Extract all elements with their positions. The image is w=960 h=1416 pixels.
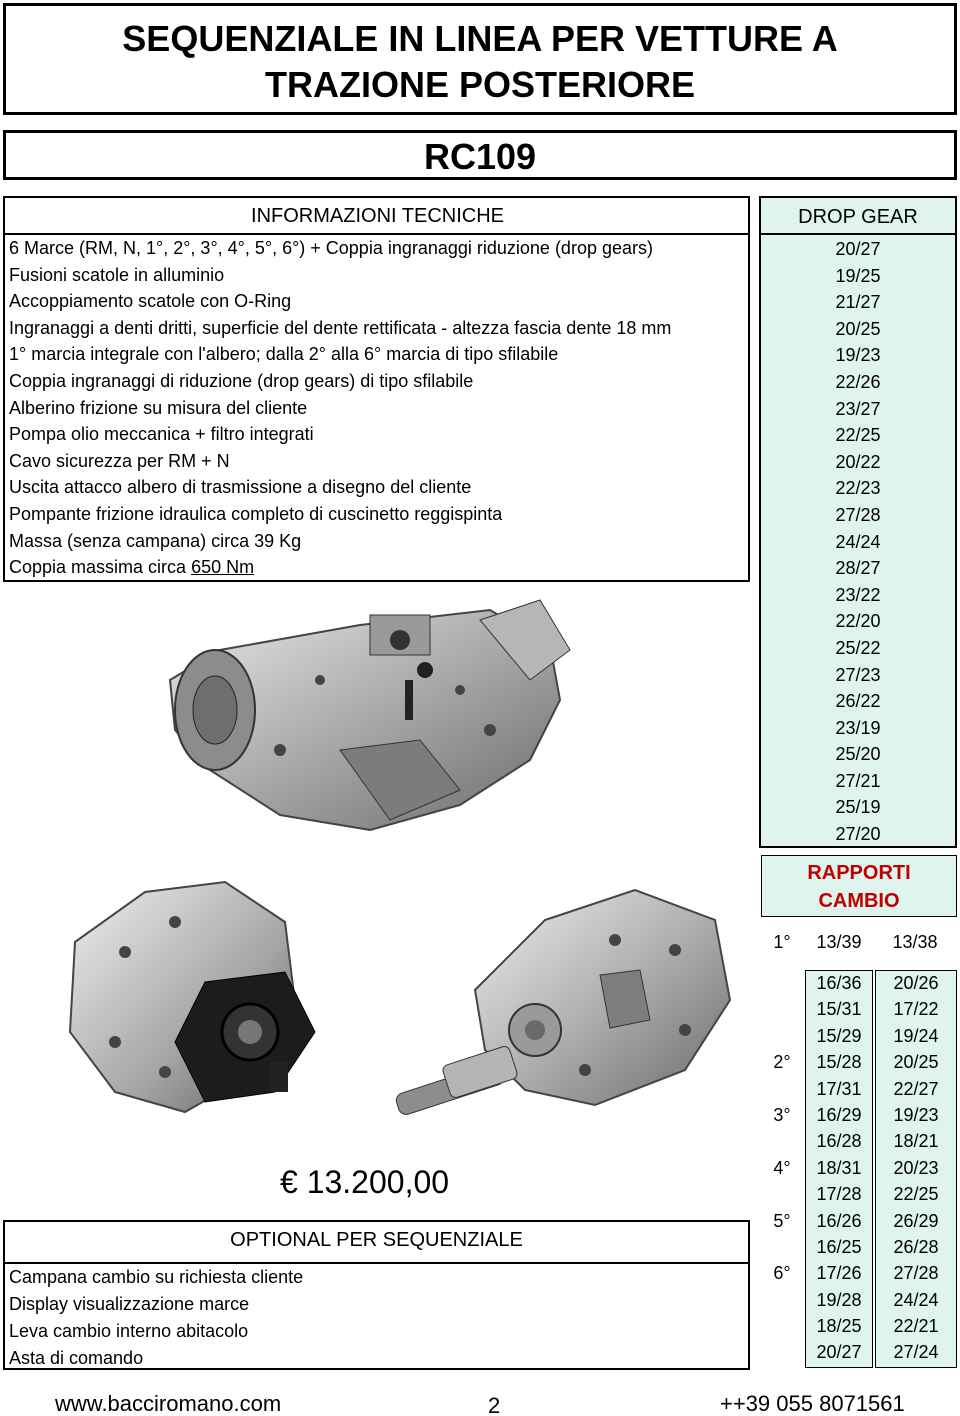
drop-gear-value: 22/26 xyxy=(835,371,881,392)
drop-gear-value: 27/23 xyxy=(835,664,881,685)
page-number: 2 xyxy=(488,1393,501,1416)
gear-ratio-a: 15/29 xyxy=(816,1025,862,1046)
technical-info-title: INFORMAZIONI TECNICHE xyxy=(251,205,504,227)
gearbox-photo-left xyxy=(55,872,335,1122)
gear-ratio-a: 16/26 xyxy=(816,1210,862,1231)
price: € 13.200,00 xyxy=(280,1164,450,1200)
technical-info-list xyxy=(5,233,750,581)
optional-list xyxy=(5,1262,748,1372)
technical-info-item: Ingranaggi a denti dritti, superficie del dente rettificata - altezza fascia dente 18 mm xyxy=(9,317,672,338)
drop-gear-value: 20/25 xyxy=(835,318,881,339)
drop-gear-value: 21/27 xyxy=(835,292,881,313)
optional-title: OPTIONAL PER SEQUENZIALE xyxy=(230,1229,523,1251)
drop-gear-value: 27/21 xyxy=(835,770,881,791)
drop-gear-value: 19/25 xyxy=(835,265,881,286)
drop-gear-value: 25/19 xyxy=(835,797,881,818)
first-gear-row xyxy=(761,928,957,956)
technical-info-item: Fusioni scatole in alluminio xyxy=(9,264,225,285)
rapporti-cambio-header xyxy=(761,855,957,917)
technical-info-item: Pompa olio meccanica + filtro integrati xyxy=(9,424,314,445)
rapporti-title-line2: CAMBIO xyxy=(818,890,900,912)
optional-item: Asta di comando xyxy=(9,1348,144,1368)
technical-info-item: 6 Marce (RM, N, 1°, 2°, 3°, 4°, 5°, 6°) + Coppia ingranaggi riduzione (drop gears) xyxy=(9,238,653,258)
gear-ratios-panel xyxy=(761,928,957,1368)
gear-ratio-a: 19/28 xyxy=(816,1289,862,1310)
drop-gear-value: 23/19 xyxy=(835,717,881,738)
technical-info-item xyxy=(5,554,750,581)
gear-ratio-b: 26/29 xyxy=(893,1210,939,1231)
gear-ratio-a: 20/27 xyxy=(816,1342,862,1363)
gear-label: 3° xyxy=(773,1104,791,1125)
drop-gear-value: 23/22 xyxy=(835,584,881,605)
gear-ratio-row xyxy=(761,1076,957,1102)
gear-label: 2° xyxy=(773,1052,791,1073)
gearbox-photo-main xyxy=(160,590,590,845)
footer-phone: ++39 055 8071561 xyxy=(720,1391,905,1416)
gear-ratio-row xyxy=(761,1260,957,1286)
gear-ratio-a: 16/28 xyxy=(816,1131,862,1152)
gear-ratio-b: 22/25 xyxy=(893,1184,939,1205)
technical-info-item: Pompante frizione idraulica completo di cuscinetto reggispinta xyxy=(9,503,503,524)
gear-label: 4° xyxy=(773,1157,791,1178)
optional-item: Display visualizzazione marce xyxy=(9,1294,250,1314)
drop-gear-value: 23/27 xyxy=(835,398,881,419)
gear-ratio-a: 17/28 xyxy=(816,1184,862,1205)
gear-ratio-row xyxy=(761,1049,957,1075)
technical-info-item: Cavo sicurezza per RM + N xyxy=(9,450,230,471)
gear-ratio-b: 22/21 xyxy=(893,1316,939,1337)
gear-ratio-b: 24/24 xyxy=(893,1289,939,1310)
drop-gear-value: 27/28 xyxy=(835,504,881,525)
drop-gear-value: 20/22 xyxy=(835,451,881,472)
technical-info-item: Coppia ingranaggi di riduzione (drop gears) di tipo sfilabile xyxy=(9,370,474,391)
technical-info-item: Accoppiamento scatole con O-Ring xyxy=(9,291,292,312)
gear-ratio-row xyxy=(761,1339,957,1365)
gear-ratio-row xyxy=(761,1181,957,1207)
gear-ratio-b: 27/28 xyxy=(893,1263,939,1284)
drop-gear-value: 26/22 xyxy=(835,691,881,712)
gear-ratio-b: 27/24 xyxy=(893,1342,939,1363)
drop-gear-value: 25/22 xyxy=(835,637,881,658)
gear-ratio-row xyxy=(761,1023,957,1049)
gearbox-photo-right xyxy=(385,880,745,1120)
model-box xyxy=(3,130,957,180)
gear-ratio-b: 19/23 xyxy=(893,1104,939,1125)
technical-info-item: Alberino frizione su misura del cliente xyxy=(9,397,308,418)
gear-ratio-b: 17/22 xyxy=(893,999,939,1020)
gear-ratio-row xyxy=(761,1102,957,1128)
gear-ratio-a: 17/26 xyxy=(816,1263,862,1284)
first-gear-label: 1° xyxy=(773,932,791,952)
drop-gear-value: 25/20 xyxy=(835,744,881,765)
first-gear-ratio-b: 13/38 xyxy=(892,932,938,952)
gear-ratio-a: 16/25 xyxy=(816,1236,862,1257)
gear-label: 5° xyxy=(773,1210,791,1231)
gear-ratio-a: 18/31 xyxy=(816,1157,862,1178)
gear-ratio-row xyxy=(761,996,957,1022)
page-title-line2: TRAZIONE POSTERIORE xyxy=(264,64,696,105)
gear-ratio-row xyxy=(761,1313,957,1339)
drop-gear-list xyxy=(761,236,955,848)
gear-label: 6° xyxy=(773,1263,791,1284)
footer-website[interactable]: www.bacciromano.com xyxy=(55,1391,282,1416)
drop-gear-value: 22/25 xyxy=(835,425,881,446)
page-title-line1: SEQUENZIALE IN LINEA PER VETTURE A xyxy=(122,18,838,59)
gear-ratio-a: 18/25 xyxy=(816,1316,862,1337)
technical-info-box xyxy=(3,196,750,582)
gear-ratio-b: 20/26 xyxy=(893,973,939,993)
gear-ratio-b: 18/21 xyxy=(893,1131,939,1152)
gear-ratio-row xyxy=(761,970,957,996)
technical-info-item: Massa (senza campana) circa 39 Kg xyxy=(9,530,302,551)
drop-gear-value: 24/24 xyxy=(835,531,881,552)
rapporti-title-line1: RAPPORTI xyxy=(807,862,911,884)
title-box xyxy=(3,3,957,115)
drop-gear-value: 22/20 xyxy=(835,611,881,632)
drop-gear-title: DROP GEAR xyxy=(761,198,955,235)
gear-ratio-row xyxy=(761,1208,957,1234)
optional-item: Leva cambio interno abitacolo xyxy=(9,1321,249,1341)
technical-info-item: Uscita attacco albero di trasmissione a disegno del cliente xyxy=(9,477,472,498)
gear-ratio-a: 16/29 xyxy=(816,1104,862,1125)
optional-box xyxy=(3,1220,750,1370)
model-name: RC109 xyxy=(423,136,537,177)
max-torque-label: Coppia massima circa xyxy=(9,557,192,578)
gear-ratio-a: 16/36 xyxy=(816,973,862,993)
gear-ratio-a: 17/31 xyxy=(816,1078,862,1099)
gear-ratio-row xyxy=(761,1234,957,1260)
gear-ratio-row xyxy=(761,1287,957,1313)
drop-gear-value: 28/27 xyxy=(835,558,881,579)
optional-item: Campana cambio su richiesta cliente xyxy=(9,1267,304,1287)
drop-gear-value: 27/20 xyxy=(835,824,881,845)
technical-info-item: 1° marcia integrale con l'albero; dalla 2° alla 6° marcia di tipo sfilabile xyxy=(9,344,559,365)
gear-ratio-b: 19/24 xyxy=(893,1025,939,1046)
drop-gear-value: 22/23 xyxy=(835,478,881,499)
gear-ratio-row xyxy=(761,1128,957,1154)
drop-gear-value: 19/23 xyxy=(835,345,881,366)
gear-ratio-b: 22/27 xyxy=(893,1078,939,1099)
gear-ratio-b: 26/28 xyxy=(893,1236,939,1257)
drop-gear-box xyxy=(759,196,957,848)
gear-ratio-row xyxy=(761,1155,957,1181)
gear-ratio-rows xyxy=(761,970,957,1366)
gear-ratio-b: 20/25 xyxy=(893,1052,939,1073)
gear-ratio-a: 15/28 xyxy=(816,1052,862,1073)
first-gear-ratio-a: 13/39 xyxy=(816,932,862,952)
gear-ratio-a: 15/31 xyxy=(816,999,862,1020)
drop-gear-value: 20/27 xyxy=(835,239,881,259)
max-torque-value: 650 Nm xyxy=(191,557,255,578)
gear-ratio-b: 20/23 xyxy=(893,1157,939,1178)
